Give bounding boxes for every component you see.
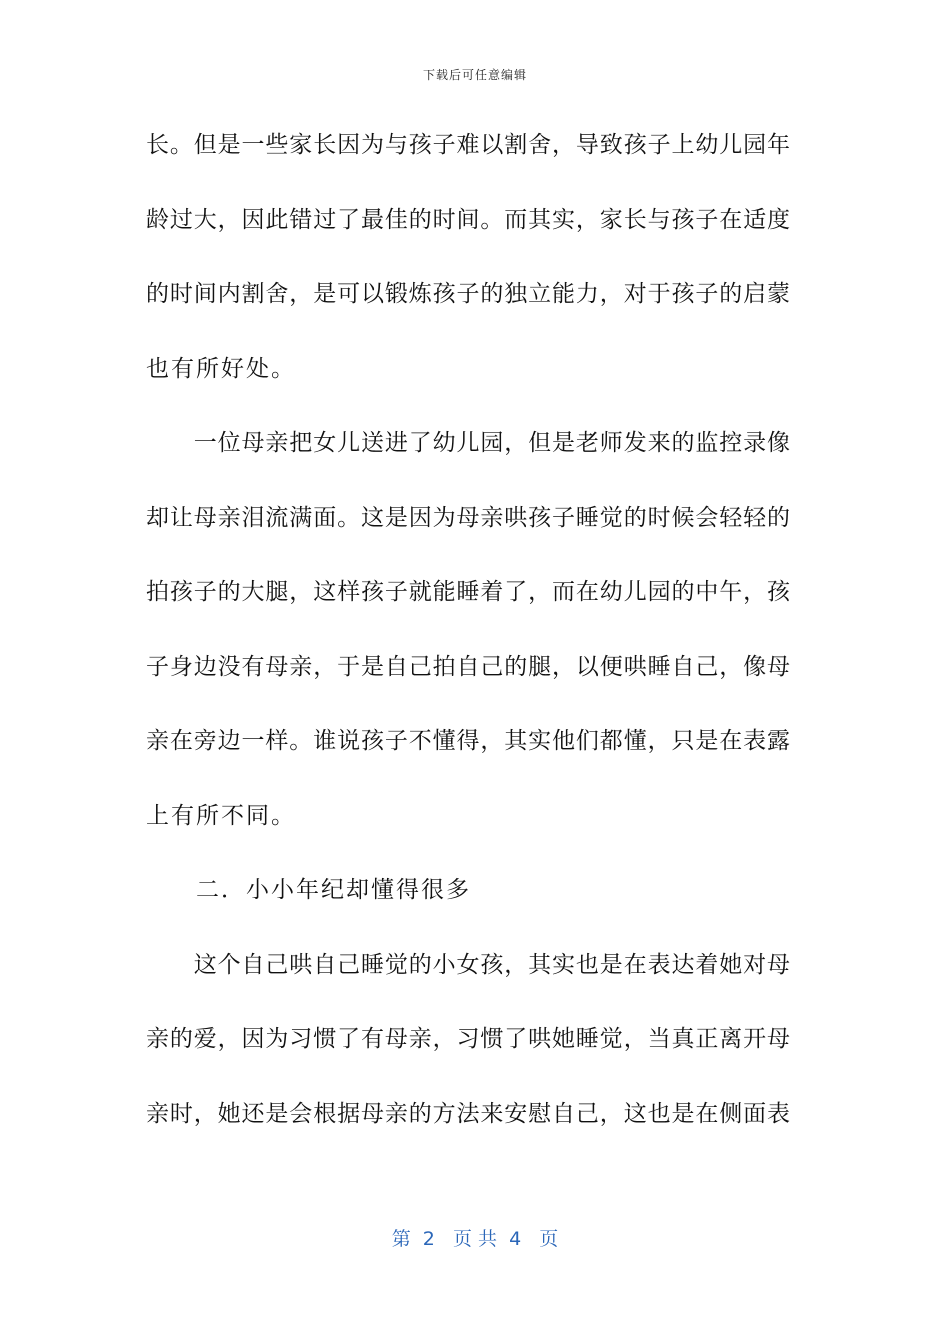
text-line: 这个自己哄自己睡觉的小女孩，其实也是在表达着她对母 [146, 951, 790, 978]
text-line: 却让母亲泪流满面。这是因为母亲哄孩子睡觉的时候会轻轻的 [146, 504, 790, 531]
text-line: 子身边没有母亲，于是自己拍自己的腿，以便哄睡自己，像母 [146, 653, 790, 680]
section-heading: 二．小小年纪却懂得很多 [146, 877, 471, 903]
page-header-note: 下载后可任意编辑 [422, 68, 527, 82]
text-line: 长。但是一些家长因为与孩子难以割舍，导致孩子上幼儿园年 [146, 132, 790, 158]
text-line: 上有所不同。 [146, 802, 296, 829]
document-body [146, 122, 790, 1165]
text-line: 亲在旁边一样。谁说孩子不懂得，其实他们都懂，只是在表露 [146, 728, 790, 754]
text-line: 也有所好处。 [146, 355, 296, 382]
text-line: 拍孩子的大腿，这样孩子就能睡着了，而在幼儿园的中午，孩 [146, 579, 790, 605]
text-line: 亲的爱，因为习惯了有母亲，习惯了哄她睡觉，当真正离开母 [146, 1026, 790, 1052]
text-line: 一位母亲把女儿送进了幼儿园，但是老师发来的监控录像 [146, 430, 790, 456]
text-line: 的时间内割舍，是可以锻炼孩子的独立能力，对于孩子的启蒙 [146, 281, 790, 307]
page-number-footer: 第 2 页 共 4 页 [391, 1228, 559, 1250]
text-line: 亲时，她还是会根据母亲的方法来安慰自己，这也是在侧面表 [146, 1100, 790, 1127]
text-line: 龄过大，因此错过了最佳的时间。而其实，家长与孩子在适度 [146, 206, 790, 233]
